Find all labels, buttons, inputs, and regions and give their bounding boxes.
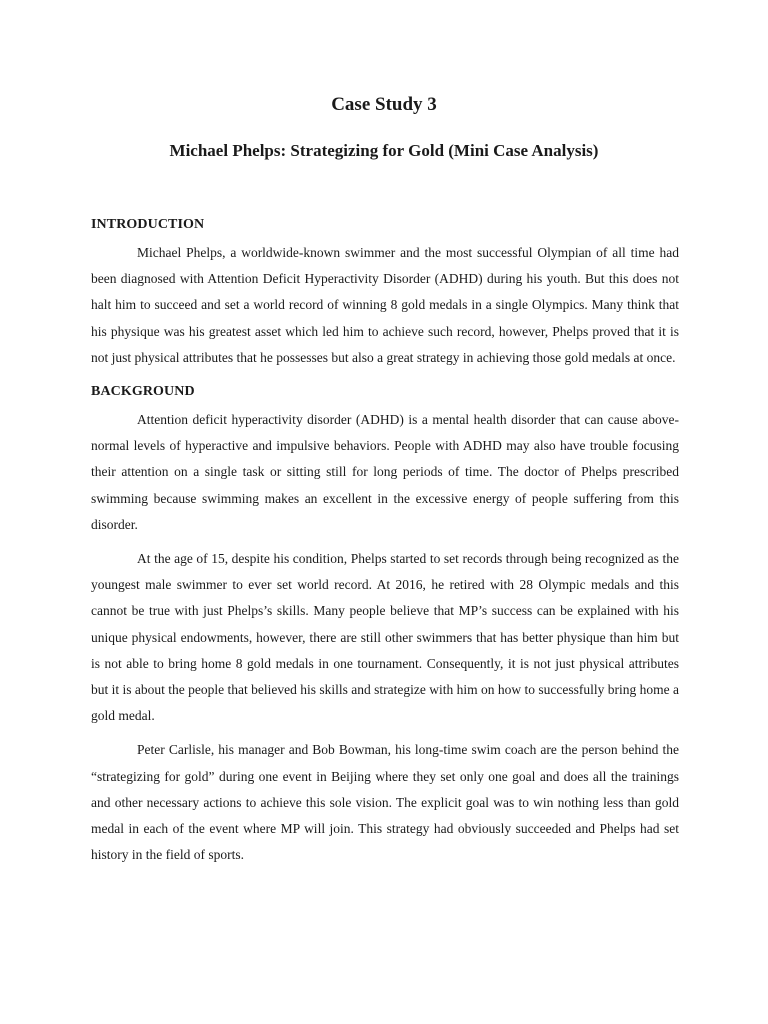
paragraph: Peter Carlisle, his manager and Bob Bowman, his long-time swim coach are the person behind the “strategizing for gold” during one event in Beijing where they set only one goal and does all the trainings and other necessary actions to achieve this sole vision. The explicit goal was to win nothing less than gold medal in each of the event where MP will join. This strategy had obviously succeeded and Phelps had set history in the field of sports. [91,742,679,863]
paragraph: Attention deficit hyperactivity disorder (ADHD) is a mental health disorder that can cause above-normal levels of hyperactive and impulsive behaviors. People with ADHD may also have trouble focusing their attention on a single task or sitting still for long periods of time. The doctor of Phelps prescribed swimming because swimming makes an excellent in the excessive energy of people suffering from this disorder. [91,412,679,532]
document-title: Case Study 3 [331,94,437,115]
section-heading: BACKGROUND [91,384,195,400]
document-body [91,212,679,876]
section-heading: INTRODUCTION [91,217,205,232]
section-introduction [91,212,679,371]
paragraph: At the age of 15, despite his condition, Phelps started to set records through being recognized as the youngest male swimmer to ever set world record. At 2016, he retired with 28 Olympic medals and this cannot be true with just Phelps’s skills. Many people believe that MP’s success can be explained with his unique physical endowments, however, there are still other swimmers that has better physique than him but is not able to bring home 8 gold medals in one tournament. Consequently, it is not just physical attributes but it is about the people that believed his skills and strategize with him on how to successfully bring home a gold medal. [91,551,679,724]
section-background [91,379,679,868]
document-subtitle: Michael Phelps: Strategizing for Gold (Mini Case Analysis) [169,141,599,160]
paragraph: Michael Phelps, a worldwide-known swimmer and the most successful Olympian of all time had been diagnosed with Attention Deficit Hyperactivity Disorder (ADHD) during his youth. But this does not halt him to succeed and set a world record of winning 8 gold medals in a single Olympics. Many think that his physique was his greatest asset which led him to achieve such record, however, Phelps proved that it is not just physical attributes that he possesses but also a great strategy in achieving those gold medals at once. [91,245,679,365]
